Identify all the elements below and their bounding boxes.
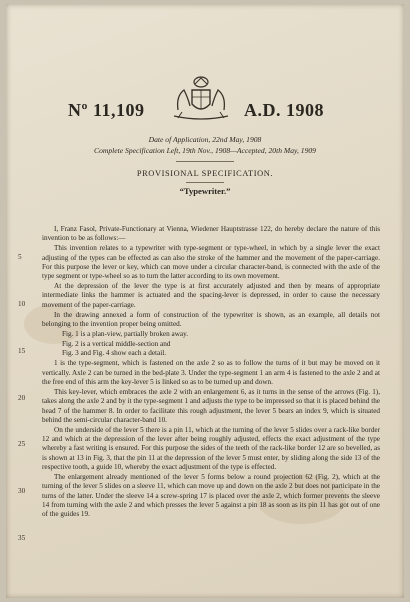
body-paragraph: On the underside of the lever 5 there is a pin 11, which at the turning of the lever 5 slides over a rack-like border 12 and which at the depression of the lever after being roughly adjusted, effects the exact adjustment of the type whereby a fast writing is ensured. For this purpose the sides of the teeth of the rack-like border 12 are so bevelled, as is shown at 13 in Fig. 3, that the pin 11 at the depression of the lever 5 must enter, by sliding along the side 13 of the respective tooth, a guide 10, whereby the exact adjustment of the type is effected. (42, 425, 380, 472)
patent-year: A.D. 1908 (244, 100, 324, 120)
figure-caption: Fig. 2 is a vertical middle-section and (62, 339, 171, 348)
body-paragraph: This key-lever, which embraces the axle 2 with an enlargement 6, as it turns in the sense of the arrows (Fig. 1), takes along the axle 2 and by it the type-segment 1 and adjusts the type to be impressed so that it is placed behind the head 7 of the hammer 8. In order to facilitate this rough adjustment, the lever 5 bears an index 9, which is situated behind the semi-circular character-band 10. (42, 387, 380, 424)
body-paragraph: This invention relates to a typewriter with type-segment or type-wheel, in which by a single lever the exact adjusting of the types can be effected as can also the stroke of the hammer and the movement of the paper-carriage. For this purpose the lever or key, which can move under a circular character-band, is connected with the axle of the type segment or type-wheel so as to turn the latter according to its own movement. (42, 244, 380, 281)
section-title: PROVISIONAL SPECIFICATION. (136, 169, 274, 178)
application-date: Date of Application, 22nd May, 1908 (148, 135, 262, 144)
divider (176, 161, 234, 162)
line-number: 10 (18, 300, 26, 308)
divider (186, 182, 224, 183)
body-paragraph: I, Franz Fasol, Private-Functionary at Vienna, Wiedener Hauptstrasse 122, do hereby declare the nature of this invention to be as follows:— (42, 225, 380, 243)
specification-dates: Complete Specification Left, 19th Nov., 1908—Accepted, 20th May, 1909 (94, 146, 316, 155)
line-number: 25 (18, 440, 26, 448)
line-number: 15 (18, 347, 26, 355)
body-paragraph: The enlargement already mentioned of the lever 5 forms below a round projection 62 (Fig. 2), which at the turning of the lever 5 slides on a sleeve 11, which can move up and down on the axle 2 but does not participate in the turns of the latter. Under the sleeve 14 a screw-spring 17 is placed over the axle 2, which former prevents the sleeve 14 from turning with the axle 2 and which presses the lever 5 against a pin 18 as soon as its pin 11 has got out of one of the guides 19. (42, 472, 380, 519)
figure-caption: Fig. 3 and Fig. 4 show each a detail. (62, 349, 167, 358)
body-paragraph: 1 is the type-segment, which is fastened on the axle 2 so as to follow the turns of it but may be moved on it vertically. Axle 2 can be turned in the bed-plate 3. Under the type-segment 1 an arm 4 is fastened to the axle 2 and at the free end of this arm the key-lever 5 is linked so as to be turned up and down. (42, 359, 380, 386)
patent-page (6, 4, 404, 598)
specification-body (42, 225, 380, 520)
invention-subject: “Typewriter.” (179, 186, 231, 196)
line-number: 30 (18, 487, 26, 495)
patent-number: Nº 11,109 (68, 100, 145, 120)
royal-coat-of-arms-icon (168, 76, 234, 122)
line-number: 35 (18, 534, 26, 542)
figure-caption: Fig. 1 is a plan-view, partially broken away. (62, 329, 189, 338)
body-paragraph: At the depression of the lever the type is at first accurately adjusted and then by means of appropriate intermediate links the hammer is actuated and the spacing-lever is depressed, in order to cause the necessary movement of the paper-carriage. (42, 282, 380, 309)
line-number: 5 (18, 253, 22, 261)
line-number: 20 (18, 394, 26, 402)
body-paragraph: In the drawing annexed a form of construction of the typewriter is shown, as an example, all details not belonging to the invention proper being omitted. (42, 310, 380, 328)
